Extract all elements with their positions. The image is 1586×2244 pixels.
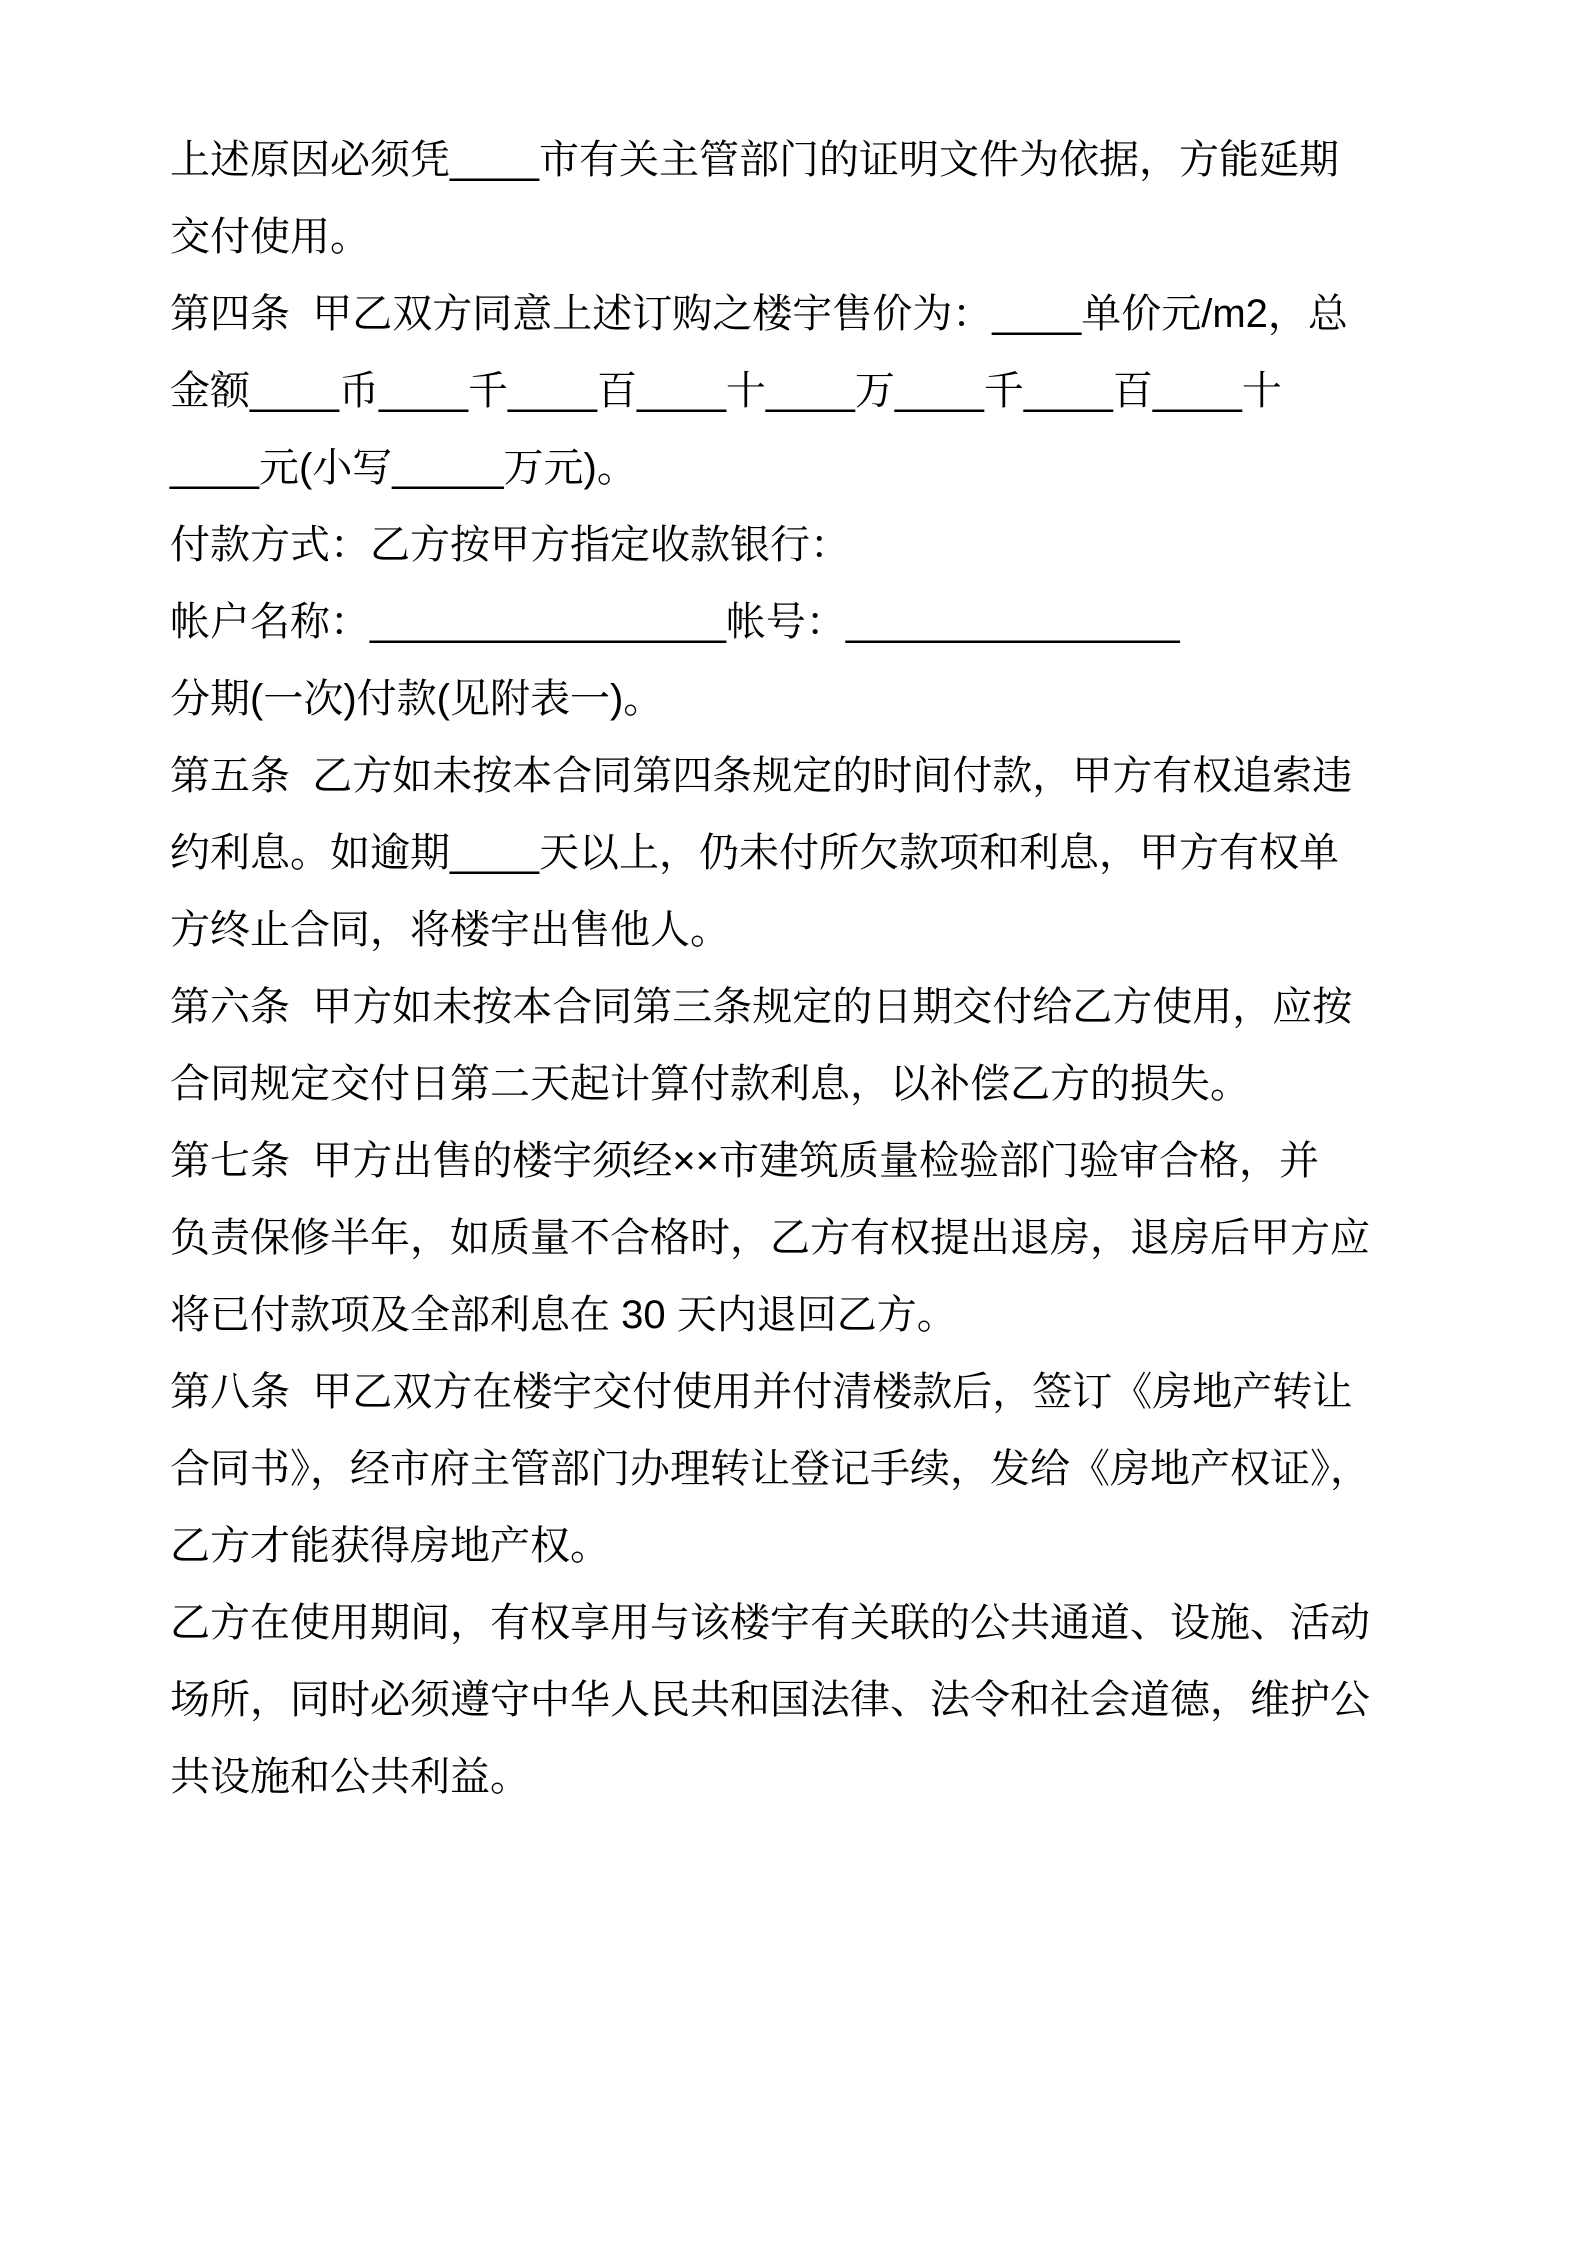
document-line: 交付使用。 — [170, 215, 370, 259]
document-line: 合同规定交付日第二天起计算付款利息，以补偿乙方的损失。 — [170, 1062, 1250, 1106]
document-line: 乙方才能获得房地产权。 — [170, 1524, 610, 1568]
document-line: 帐户名称：________________帐号：_______________ — [170, 600, 1180, 644]
document-line: 第六条 甲方如未按本合同第三条规定的日期交付给乙方使用，应按 — [170, 985, 1353, 1029]
document-line: 方终止合同，将楼宇出售他人。 — [170, 908, 730, 952]
document-line: 场所，同时必须遵守中华人民共和国法律、法令和社会道德，维护公 — [170, 1678, 1370, 1722]
document-line: 金额____币____千____百____十____万____千____百____十 — [170, 369, 1282, 413]
document-line: 付款方式：乙方按甲方指定收款银行： — [170, 523, 850, 567]
document-line: 第四条 甲乙双方同意上述订购之楼宇售价为：____单价元/m2，总 — [170, 292, 1348, 336]
document-line: 分期(一次)付款(见附表一)。 — [170, 677, 664, 721]
document-line: 第八条 甲乙双方在楼宇交付使用并付清楼款后，签订《房地产转让 — [170, 1370, 1353, 1414]
document-line: 共设施和公共利益。 — [170, 1755, 530, 1799]
document-content — [170, 122, 1450, 1816]
document-line: 负责保修半年，如质量不合格时，乙方有权提出退房，退房后甲方应 — [170, 1216, 1370, 1260]
document-line: 上述原因必须凭____市有关主管部门的证明文件为依据，方能延期 — [170, 138, 1339, 182]
document-line: 将已付款项及全部利息在 30 天内退回乙方。 — [170, 1293, 957, 1337]
document-line: 合同书》，经市府主管部门办理转让登记手续，发给《房地产权证》， — [170, 1447, 1370, 1491]
document-line: 乙方在使用期间，有权享用与该楼宇有关联的公共通道、设施、活动 — [170, 1601, 1370, 1645]
document-line: 第七条 甲方出售的楼宇须经××市建筑质量检验部门验审合格，并 — [170, 1139, 1319, 1183]
document-line: 第五条 乙方如未按本合同第四条规定的时间付款，甲方有权追索违 — [170, 754, 1353, 798]
document-line: ____元(小写_____万元)。 — [170, 446, 637, 490]
document-line: 约利息。如逾期____天以上，仍未付所欠款项和利息，甲方有权单 — [170, 831, 1339, 875]
